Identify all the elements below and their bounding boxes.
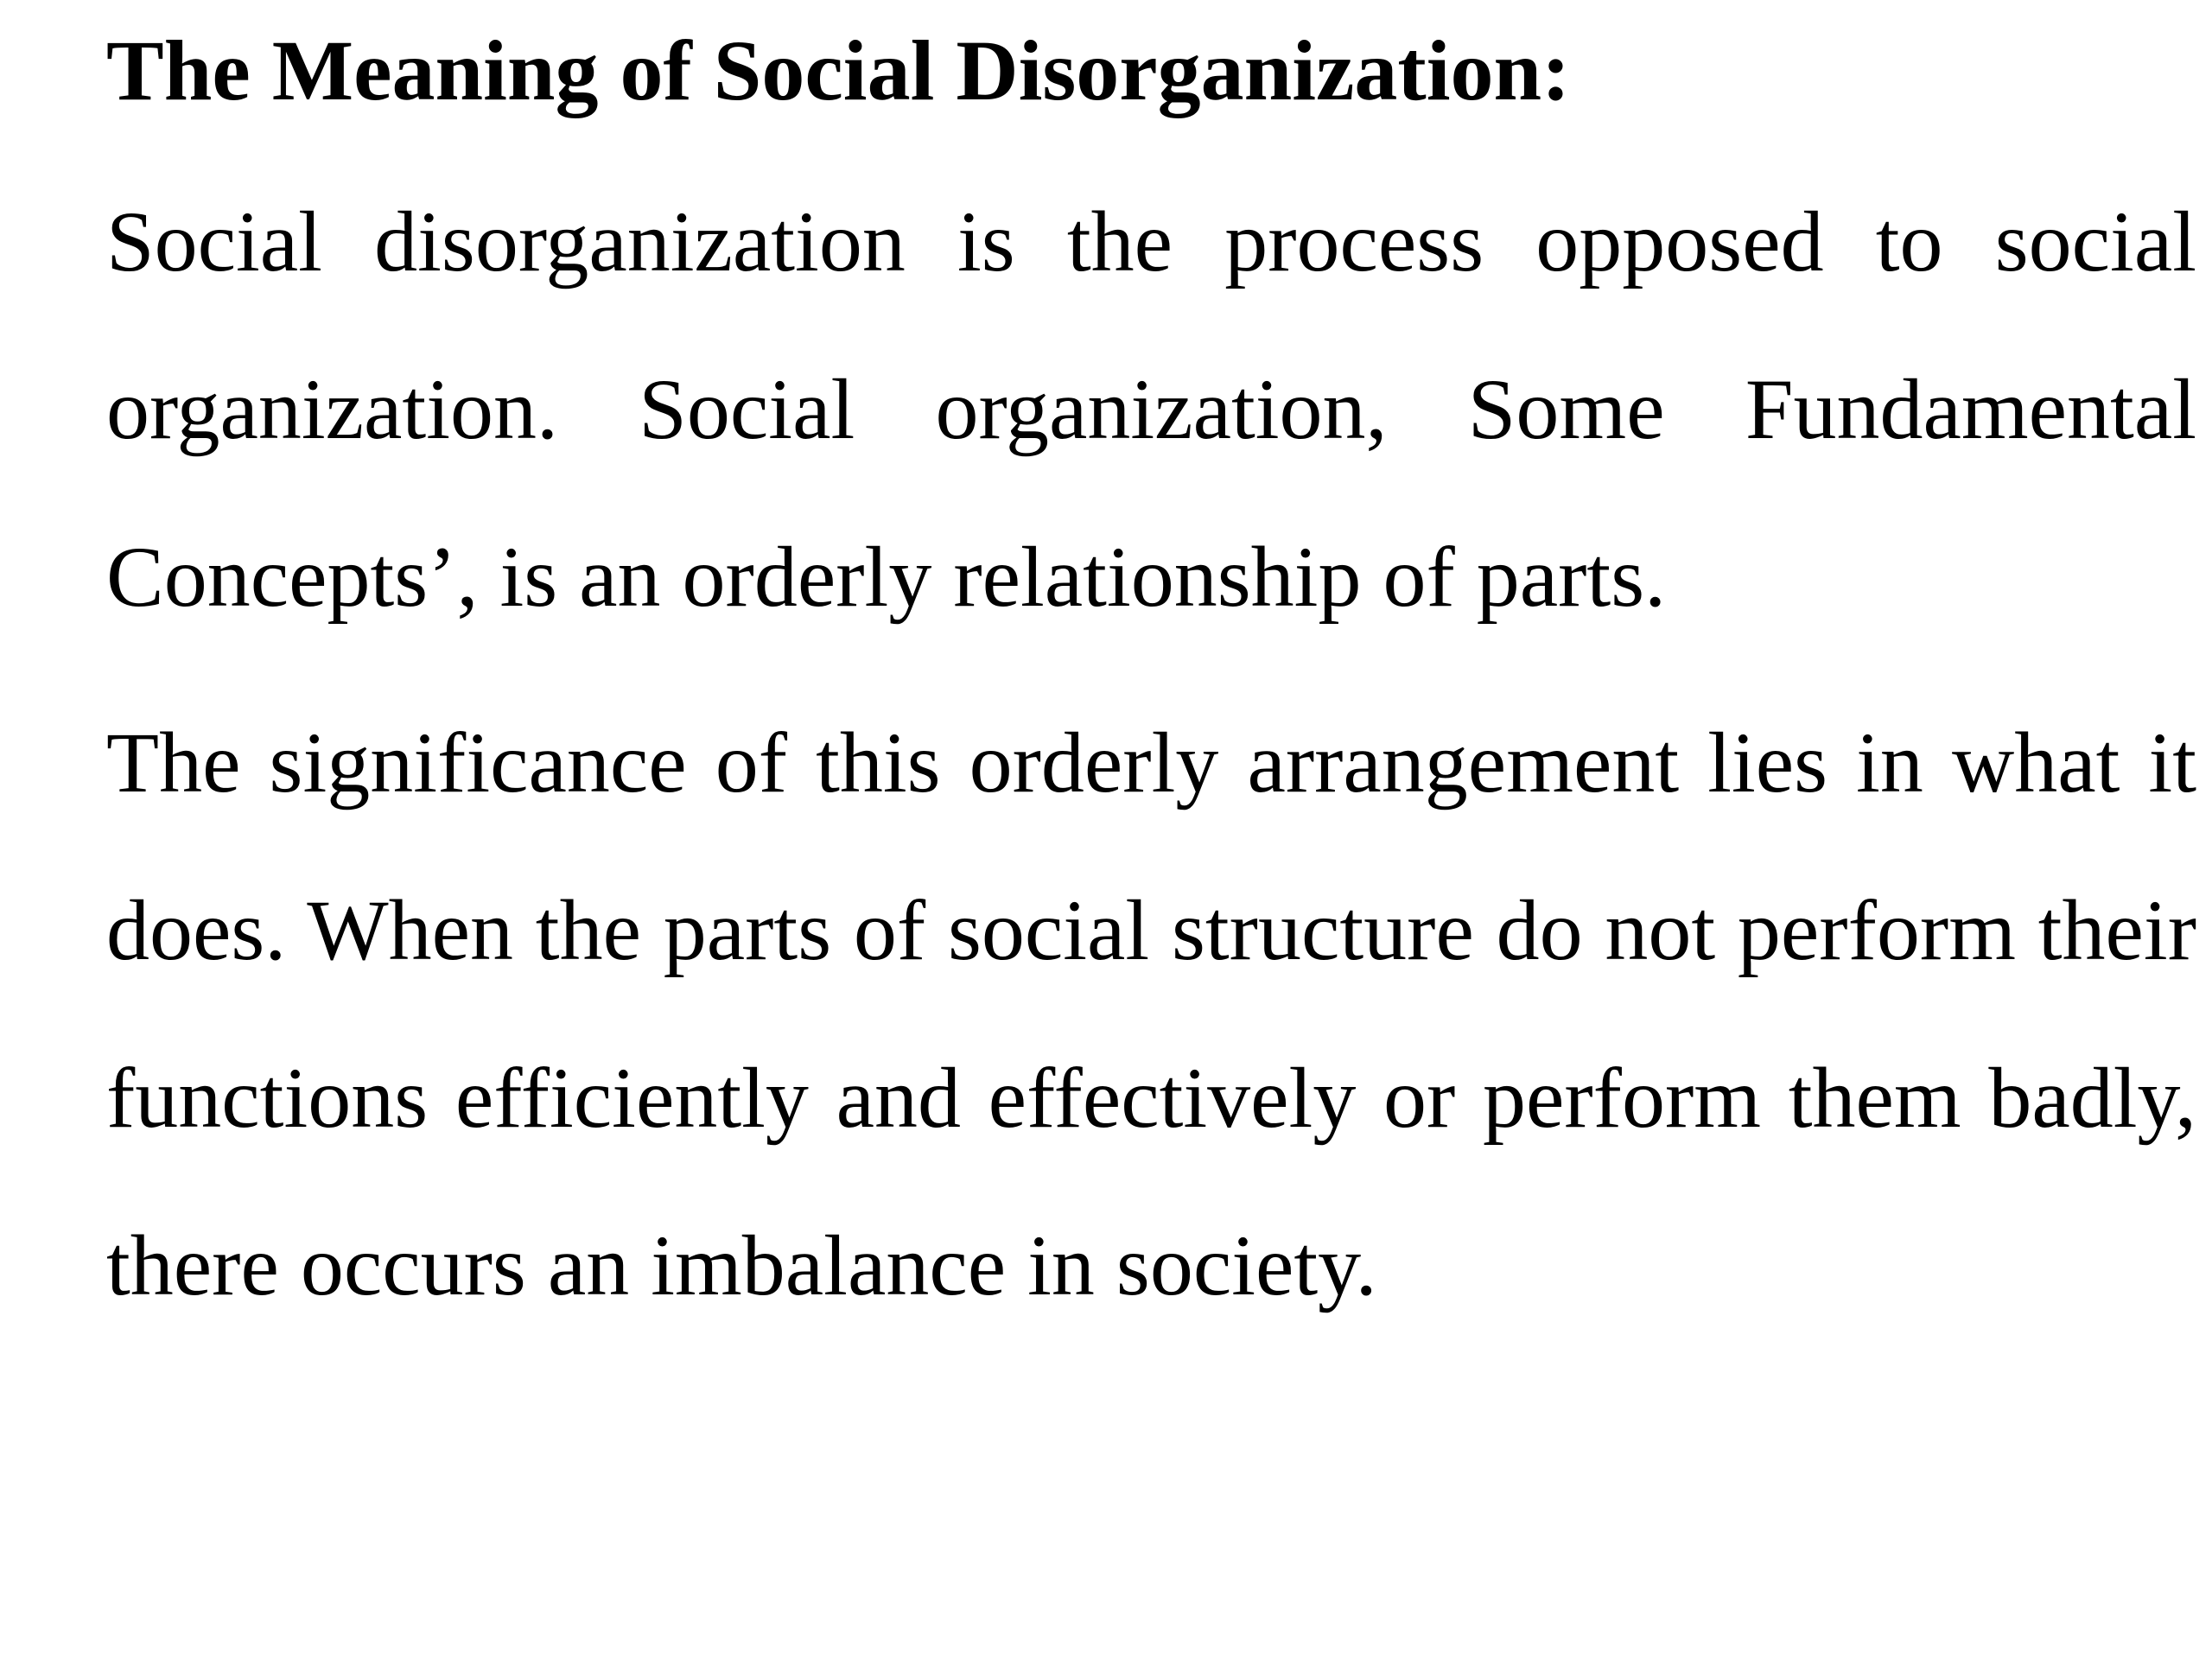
section-heading: The Meaning of Social Disorganization: [106, 22, 1571, 118]
paragraph-1: Social disorganization is the process opposed to social organization. Social organization, Some Fundamental Concepts’, is an orderly relationship of parts. [106, 194, 2196, 625]
paragraph-2: The significance of this orderly arrangement lies in what it does. When the parts of social structure do not perform their functions efficiently and effectively or perform them badly, there occurs an imbalance in society. [106, 715, 2196, 1313]
